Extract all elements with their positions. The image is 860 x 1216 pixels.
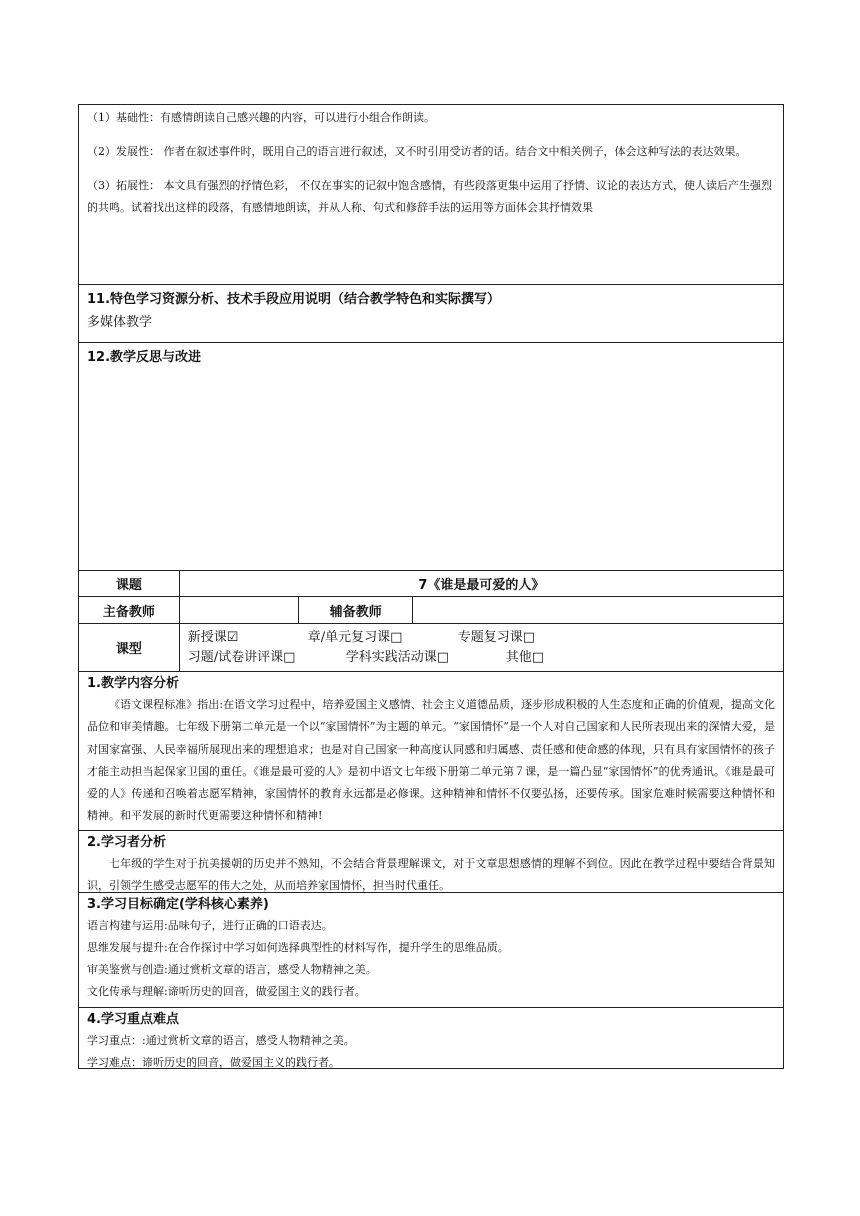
topic-row [78, 570, 784, 596]
lesson-type-options [180, 624, 783, 671]
assist-teacher-value [413, 597, 783, 623]
learner-analysis-body: 七年级的学生对于抗美援朝的历史并不熟知，不会结合背景理解课文，对于文章思想感情的理解不到位。因此在教学过程中要结合背景知识，引领学生感受志愿军的伟大之处，从而培养家国情怀，担当时代重任。 [87, 857, 775, 893]
type-unit-review: 章/单元复习课□ [307, 630, 403, 645]
learner-analysis-title: 2.学习者分析 [87, 835, 166, 850]
learner-analysis-section [78, 830, 784, 892]
lesson-plan-page [78, 104, 784, 1069]
key-points-section [78, 1007, 784, 1069]
homework-extension: （3）拓展性： 本文具有强烈的抒情色彩， 不仅在事实的记叙中饱含感情，有些段落更集中运用了抒情、议论的表达方式，使人读后产生强烈的共鸣。试着找出这样的段落，有感情地朗读，并从人称、句式和修辞手法的运用等方面体会其抒情效果 [87, 179, 772, 214]
topic-label: 课题 [79, 571, 180, 596]
goal-thinking: 思维发展与提升:在合作探讨中学习如何选择典型性的材料写作，提升学生的思维品质。 [87, 941, 509, 954]
section-11-body: 多媒体教学 [87, 315, 153, 330]
lesson-type-row [78, 623, 784, 671]
homework-basic: （1）基础性：有感情朗读自己感兴趣的内容，可以进行小组合作朗读。 [87, 111, 435, 124]
section-11-resources [78, 284, 784, 342]
content-analysis-title: 1.教学内容分析 [87, 676, 179, 691]
type-exam-review: 习题/试卷讲评课□ [187, 650, 296, 665]
learning-goals-section [78, 892, 784, 1007]
type-topic-review: 专题复习课□ [457, 630, 536, 645]
homework-development: （2）发展性： 作者在叙述事件时，既用自己的语言进行叙述，又不时引用受访者的话。结合文中相关例子，体会这种写法的表达效果。 [87, 145, 747, 158]
section-12-reflection [78, 342, 784, 570]
content-analysis-body: 《语文课程标准》指出:在语文学习过程中，培养爱国主义感情、社会主义道德品质，逐步形成积极的人生态度和正确的价值观，提高文化品位和审美情趣。七年级下册第二单元是一个以“家国情怀”为主题的单元。“家国情怀”是一个人对自己国家和人民所表现出来的深情大爱，是对国家富强、人民幸福所展现出来的理想追求；也是对自己国家一种高度认同感和归属感、责任感和使命感的体现，只有具有家国情怀的孩子才能主动担当起保家卫国的重任。《谁是最可爱的人》是初中语文七年级下册第二单元第７课，是一篇凸显“家国情怀”的优秀通讯。《谁是最可爱的人》传递和召唤着志愿军精神，家国情怀的教育永远都是必修课。这种精神和情怀不仅要弘扬，还要传承。国家危难时候需要这种情怀和精神。和平发展的新时代更需要这种情怀和精神! [87, 698, 775, 823]
homework-continuation-section [78, 104, 784, 284]
type-other: 其他□ [505, 650, 545, 665]
topic-value: 7《谁是最可爱的人》 [418, 578, 545, 593]
learning-goals-title: 3.学习目标确定(学科核心素养) [87, 897, 269, 912]
difficult-point: 学习难点：谛听历史的回音，做爱国主义的践行者。 [87, 1056, 340, 1069]
lesson-type-label: 课型 [79, 624, 180, 671]
content-analysis-section [78, 671, 784, 830]
key-points-title: 4.学习重点难点 [87, 1012, 179, 1027]
main-teacher-label: 主备教师 [79, 597, 180, 623]
goal-culture: 文化传承与理解:谛听历史的回音，做爱国主义的践行者。 [87, 985, 366, 998]
type-new-lesson: 新授课☑ [187, 630, 239, 645]
section-12-title: 12.教学反思与改进 [87, 350, 202, 365]
teacher-row [78, 596, 784, 623]
assist-teacher-label: 辅备教师 [299, 597, 413, 623]
main-teacher-value [180, 597, 300, 623]
key-point: 学习重点：:通过赏析文章的语言，感受人物精神之美。 [87, 1034, 355, 1047]
section-11-title: 11.特色学习资源分析、技术手段应用说明（结合教学特色和实际撰写） [87, 292, 501, 307]
goal-language: 语言构建与运用:品味句子，进行正确的口语表达。 [87, 919, 333, 932]
type-practice-activity: 学科实践活动课□ [345, 650, 450, 665]
goal-aesthetic: 审美鉴赏与创造:通过赏析文章的语言，感受人物精神之美。 [87, 963, 377, 976]
